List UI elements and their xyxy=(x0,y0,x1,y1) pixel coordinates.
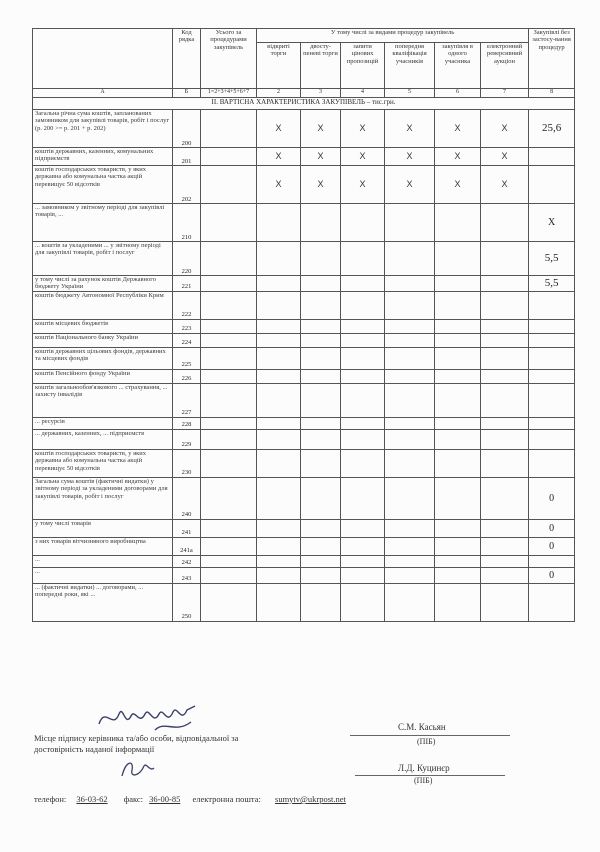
column-number: 2 xyxy=(257,89,301,98)
row-name: ... xyxy=(33,555,173,567)
row-name: коштів господарських товариств, у яких державна або комунальна частка акцій перевищує 50 відсотків xyxy=(33,166,173,204)
column-number: Б xyxy=(173,89,201,98)
row-proc-cell xyxy=(435,519,481,537)
row-without-procedures: 0 xyxy=(529,537,575,555)
column-number: 1=2+3+4+5+6+7 xyxy=(201,89,257,98)
row-proc-cell xyxy=(301,383,341,417)
header-total: Усього за процедурами закупівель xyxy=(201,29,257,89)
row-code: 228 xyxy=(173,417,201,429)
row-proc-cell xyxy=(301,537,341,555)
row-proc-cell xyxy=(435,383,481,417)
row-proc-cell xyxy=(301,242,341,276)
table-row xyxy=(33,204,575,242)
row-total-procedures xyxy=(201,429,257,449)
row-proc-cell xyxy=(385,383,435,417)
row-without-procedures xyxy=(529,166,575,204)
table-row xyxy=(33,333,575,347)
row-code: 225 xyxy=(173,347,201,369)
fax-value: 36-00-85 xyxy=(149,794,181,804)
row-proc-cell xyxy=(257,429,301,449)
header-proc-auction: електронний реверсивний аукціон xyxy=(481,43,529,89)
head-name-line xyxy=(350,735,510,736)
row-proc-cell xyxy=(481,477,529,519)
row-without-procedures: 5,5 xyxy=(529,276,575,292)
row-proc-cell xyxy=(385,347,435,369)
table-row xyxy=(33,567,575,583)
row-code: 241а xyxy=(173,537,201,555)
row-proc-cell xyxy=(341,369,385,383)
row-proc-cell: X xyxy=(257,148,301,166)
row-code: 200 xyxy=(173,110,201,148)
row-proc-cell xyxy=(385,583,435,621)
row-code: 201 xyxy=(173,148,201,166)
row-proc-cell xyxy=(385,319,435,333)
row-proc-cell xyxy=(301,429,341,449)
row-proc-cell xyxy=(341,567,385,583)
row-proc-cell xyxy=(301,555,341,567)
phone-label: телефон: xyxy=(34,794,67,804)
row-code: 240 xyxy=(173,477,201,519)
row-name: коштів місцевих бюджетів xyxy=(33,319,173,333)
row-proc-cell xyxy=(481,369,529,383)
row-without-procedures: 0 xyxy=(529,519,575,537)
row-name: у тому числі товарів xyxy=(33,519,173,537)
row-proc-cell xyxy=(341,583,385,621)
row-name: коштів Національного банку України xyxy=(33,333,173,347)
row-total-procedures xyxy=(201,319,257,333)
row-proc-cell xyxy=(435,333,481,347)
row-proc-cell xyxy=(435,319,481,333)
row-proc-cell xyxy=(481,519,529,537)
row-code: 223 xyxy=(173,319,201,333)
row-proc-cell: X xyxy=(481,110,529,148)
row-proc-cell xyxy=(257,477,301,519)
row-without-procedures xyxy=(529,291,575,319)
row-proc-cell: X xyxy=(435,166,481,204)
row-proc-cell xyxy=(341,319,385,333)
row-proc-cell xyxy=(385,417,435,429)
row-proc-cell xyxy=(257,537,301,555)
procurement-table xyxy=(32,28,575,622)
column-number: 6 xyxy=(435,89,481,98)
row-total-procedures xyxy=(201,417,257,429)
section-title: ІІ. ВАРТІСНА ХАРАКТЕРИСТИКА ЗАКУПІВЕЛЬ – тис.грн. xyxy=(33,98,575,110)
row-without-procedures: 5,5 xyxy=(529,242,575,276)
row-proc-cell xyxy=(341,537,385,555)
row-name: коштів Пенсійного фонду України xyxy=(33,369,173,383)
table-row xyxy=(33,537,575,555)
row-proc-cell xyxy=(481,567,529,583)
row-total-procedures xyxy=(201,276,257,292)
table-row xyxy=(33,429,575,449)
row-proc-cell xyxy=(301,477,341,519)
row-proc-cell xyxy=(385,537,435,555)
row-without-procedures xyxy=(529,583,575,621)
row-proc-cell xyxy=(435,417,481,429)
row-proc-cell xyxy=(257,291,301,319)
executor-caption: (ПІБ) xyxy=(414,776,433,785)
row-proc-cell: X xyxy=(301,148,341,166)
row-total-procedures xyxy=(201,449,257,477)
column-number: 3 xyxy=(301,89,341,98)
table-row xyxy=(33,417,575,429)
row-name: коштів господарських товариств, у яких державна або комунальна частка акцій перевищує 50 відсотків xyxy=(33,449,173,477)
row-without-procedures xyxy=(529,347,575,369)
row-without-procedures: 25,6 xyxy=(529,110,575,148)
row-code: 230 xyxy=(173,449,201,477)
header-group: У тому числі за видами процедур закупівель xyxy=(257,29,529,43)
row-total-procedures xyxy=(201,583,257,621)
row-proc-cell xyxy=(481,319,529,333)
row-proc-cell: X xyxy=(435,110,481,148)
table-row xyxy=(33,583,575,621)
row-proc-cell: X xyxy=(341,110,385,148)
row-proc-cell xyxy=(341,204,385,242)
row-proc-cell xyxy=(385,333,435,347)
column-numbers-row xyxy=(33,89,575,98)
row-proc-cell xyxy=(257,204,301,242)
table-row xyxy=(33,110,575,148)
column-number: 5 xyxy=(385,89,435,98)
row-proc-cell xyxy=(385,242,435,276)
row-total-procedures xyxy=(201,383,257,417)
row-code: 221 xyxy=(173,276,201,292)
row-without-procedures xyxy=(529,369,575,383)
row-name: з них товарів вітчизняного виробництва xyxy=(33,537,173,555)
header-proc-quotes: запити цінових пропозицій xyxy=(341,43,385,89)
row-code: 227 xyxy=(173,383,201,417)
row-name: ... замовником у звітному періоді для закупівлі товарів, ... xyxy=(33,204,173,242)
email-label: електронна пошта: xyxy=(192,794,261,804)
row-proc-cell xyxy=(435,429,481,449)
row-code: 243 xyxy=(173,567,201,583)
row-proc-cell: X xyxy=(481,166,529,204)
row-proc-cell xyxy=(257,242,301,276)
row-proc-cell xyxy=(301,567,341,583)
row-proc-cell xyxy=(385,555,435,567)
row-proc-cell xyxy=(481,383,529,417)
row-proc-cell xyxy=(385,429,435,449)
row-proc-cell xyxy=(341,449,385,477)
email-value: sumytv@ukrpost.net xyxy=(275,794,346,804)
table-row xyxy=(33,276,575,292)
row-total-procedures xyxy=(201,555,257,567)
row-proc-cell xyxy=(385,449,435,477)
row-proc-cell xyxy=(341,429,385,449)
row-without-procedures: 0 xyxy=(529,477,575,519)
header-proc-prequal: попередня кваліфікація учасників xyxy=(385,43,435,89)
row-proc-cell xyxy=(481,347,529,369)
executor-signature xyxy=(118,756,158,782)
row-proc-cell xyxy=(257,567,301,583)
row-total-procedures xyxy=(201,242,257,276)
table-row xyxy=(33,242,575,276)
row-proc-cell xyxy=(385,477,435,519)
row-total-procedures xyxy=(201,567,257,583)
row-proc-cell xyxy=(341,477,385,519)
row-name: коштів бюджету Автономної Республіки Крим xyxy=(33,291,173,319)
row-proc-cell xyxy=(481,583,529,621)
row-proc-cell xyxy=(481,555,529,567)
row-proc-cell xyxy=(301,276,341,292)
table-row xyxy=(33,347,575,369)
row-proc-cell xyxy=(435,537,481,555)
row-proc-cell: X xyxy=(341,148,385,166)
row-name: ... (фактичні видатки) ... договорами, ... попередні роки, які ... xyxy=(33,583,173,621)
row-proc-cell xyxy=(435,555,481,567)
row-proc-cell xyxy=(435,369,481,383)
header-name-cell xyxy=(33,29,173,89)
row-proc-cell xyxy=(481,276,529,292)
table-row xyxy=(33,519,575,537)
row-proc-cell xyxy=(341,333,385,347)
table-row xyxy=(33,148,575,166)
row-proc-cell: X xyxy=(481,148,529,166)
row-without-procedures xyxy=(529,333,575,347)
row-total-procedures xyxy=(201,519,257,537)
row-proc-cell: X xyxy=(301,110,341,148)
row-proc-cell xyxy=(301,583,341,621)
row-code: 210 xyxy=(173,204,201,242)
row-total-procedures xyxy=(201,291,257,319)
table-row xyxy=(33,477,575,519)
row-proc-cell: X xyxy=(257,110,301,148)
row-proc-cell xyxy=(301,333,341,347)
row-code: 222 xyxy=(173,291,201,319)
row-proc-cell xyxy=(481,333,529,347)
row-code: 220 xyxy=(173,242,201,276)
row-code: 241 xyxy=(173,519,201,537)
row-total-procedures xyxy=(201,537,257,555)
row-proc-cell xyxy=(385,519,435,537)
row-name: ... коштів за укладеними ... у звітному періоді для закупівлі товарів, робіт і послуг xyxy=(33,242,173,276)
row-proc-cell xyxy=(481,417,529,429)
column-number: 4 xyxy=(341,89,385,98)
row-proc-cell: X xyxy=(435,148,481,166)
row-proc-cell: X xyxy=(301,166,341,204)
row-proc-cell xyxy=(385,204,435,242)
row-without-procedures xyxy=(529,555,575,567)
row-proc-cell xyxy=(257,319,301,333)
row-proc-cell xyxy=(301,417,341,429)
section-row xyxy=(33,98,575,110)
row-proc-cell xyxy=(435,204,481,242)
head-signature xyxy=(95,700,205,736)
row-proc-cell xyxy=(301,519,341,537)
row-code: 226 xyxy=(173,369,201,383)
row-proc-cell xyxy=(301,291,341,319)
row-proc-cell xyxy=(435,449,481,477)
row-proc-cell xyxy=(385,567,435,583)
row-proc-cell xyxy=(257,347,301,369)
table-row xyxy=(33,383,575,417)
row-proc-cell: X xyxy=(385,110,435,148)
contacts-line xyxy=(34,794,346,804)
row-code: 224 xyxy=(173,333,201,347)
row-proc-cell xyxy=(257,369,301,383)
row-proc-cell xyxy=(301,319,341,333)
head-caption: (ПІБ) xyxy=(417,737,436,746)
table-row xyxy=(33,369,575,383)
row-proc-cell: X xyxy=(257,166,301,204)
header-code: Код рядка xyxy=(173,29,201,89)
table-row xyxy=(33,166,575,204)
row-proc-cell xyxy=(257,519,301,537)
row-total-procedures xyxy=(201,204,257,242)
header-without: Закупівлі без застосу-вання процедур xyxy=(529,29,575,89)
row-total-procedures xyxy=(201,110,257,148)
row-proc-cell xyxy=(341,242,385,276)
row-total-procedures xyxy=(201,369,257,383)
row-name: у тому числі за рахунок коштів Державного бюджету України xyxy=(33,276,173,292)
row-code: 202 xyxy=(173,166,201,204)
row-proc-cell xyxy=(341,555,385,567)
row-total-procedures xyxy=(201,333,257,347)
row-proc-cell xyxy=(301,204,341,242)
row-proc-cell xyxy=(435,291,481,319)
row-proc-cell xyxy=(301,347,341,369)
row-name: Загальна сума коштів (фактичні видатки) у звітному періоді за укладеними договорами для закупівлі товарів, робіт і послуг xyxy=(33,477,173,519)
row-proc-cell xyxy=(257,383,301,417)
row-name: Загальна річна сума коштів, запланованих замовником для закупівлі товарів, робіт і послуг (р. 200 >= р. 201 + р. 202) xyxy=(33,110,173,148)
row-proc-cell xyxy=(341,519,385,537)
row-proc-cell: X xyxy=(385,148,435,166)
row-name: коштів загальнообов'язкового ... страхування, ... захисту інвалідів xyxy=(33,383,173,417)
row-without-procedures xyxy=(529,148,575,166)
row-proc-cell xyxy=(257,333,301,347)
row-name: ... державних, казенних, ... підприємств xyxy=(33,429,173,449)
row-total-procedures xyxy=(201,166,257,204)
row-without-procedures xyxy=(529,319,575,333)
row-proc-cell xyxy=(301,449,341,477)
row-proc-cell xyxy=(257,417,301,429)
row-without-procedures xyxy=(529,417,575,429)
row-proc-cell xyxy=(435,477,481,519)
row-without-procedures: X xyxy=(529,204,575,242)
column-number: 8 xyxy=(529,89,575,98)
table-row xyxy=(33,449,575,477)
column-number: 7 xyxy=(481,89,529,98)
table-row xyxy=(33,291,575,319)
row-proc-cell xyxy=(435,583,481,621)
row-proc-cell xyxy=(385,276,435,292)
table-body xyxy=(33,110,575,622)
row-name: коштів державних цільових фондів, державних та місцевих фондів xyxy=(33,347,173,369)
row-without-procedures: 0 xyxy=(529,567,575,583)
row-proc-cell xyxy=(435,347,481,369)
row-proc-cell xyxy=(341,276,385,292)
row-total-procedures xyxy=(201,477,257,519)
row-name: ... xyxy=(33,567,173,583)
row-name: коштів державних, казенних, комунальних підприємств xyxy=(33,148,173,166)
row-proc-cell xyxy=(257,276,301,292)
header-proc-twostage: двосту-пеневі торги xyxy=(301,43,341,89)
table-row xyxy=(33,319,575,333)
fax-label: факс: xyxy=(123,794,144,804)
header-proc-open: відкриті торги xyxy=(257,43,301,89)
signature-place-label: Місце підпису керівника та/або особи, відповідальної за достовірність наданої інформації xyxy=(34,733,239,754)
row-proc-cell xyxy=(481,291,529,319)
row-proc-cell xyxy=(481,204,529,242)
row-proc-cell xyxy=(481,242,529,276)
row-code: 229 xyxy=(173,429,201,449)
row-proc-cell xyxy=(257,449,301,477)
row-proc-cell xyxy=(435,567,481,583)
row-proc-cell xyxy=(257,555,301,567)
executor-name: Л.Д. Куцинєр xyxy=(398,763,450,773)
row-without-procedures xyxy=(529,449,575,477)
row-code: 242 xyxy=(173,555,201,567)
row-total-procedures xyxy=(201,148,257,166)
row-proc-cell xyxy=(481,449,529,477)
row-proc-cell xyxy=(301,369,341,383)
row-proc-cell xyxy=(341,417,385,429)
row-proc-cell xyxy=(341,383,385,417)
row-proc-cell xyxy=(435,242,481,276)
column-number: А xyxy=(33,89,173,98)
row-proc-cell xyxy=(481,537,529,555)
header-proc-single: закупівля в одного учасника xyxy=(435,43,481,89)
row-name: ... ресурсів xyxy=(33,417,173,429)
row-without-procedures xyxy=(529,383,575,417)
row-proc-cell: X xyxy=(341,166,385,204)
head-name: С.М. Касьян xyxy=(398,722,446,732)
phone-value: 36-03-62 xyxy=(76,794,108,804)
row-proc-cell xyxy=(481,429,529,449)
row-proc-cell xyxy=(385,369,435,383)
row-without-procedures xyxy=(529,429,575,449)
row-proc-cell xyxy=(385,291,435,319)
row-proc-cell xyxy=(341,291,385,319)
row-proc-cell: X xyxy=(385,166,435,204)
row-proc-cell xyxy=(341,347,385,369)
table-row xyxy=(33,555,575,567)
row-code: 250 xyxy=(173,583,201,621)
row-proc-cell xyxy=(257,583,301,621)
row-total-procedures xyxy=(201,347,257,369)
row-proc-cell xyxy=(435,276,481,292)
